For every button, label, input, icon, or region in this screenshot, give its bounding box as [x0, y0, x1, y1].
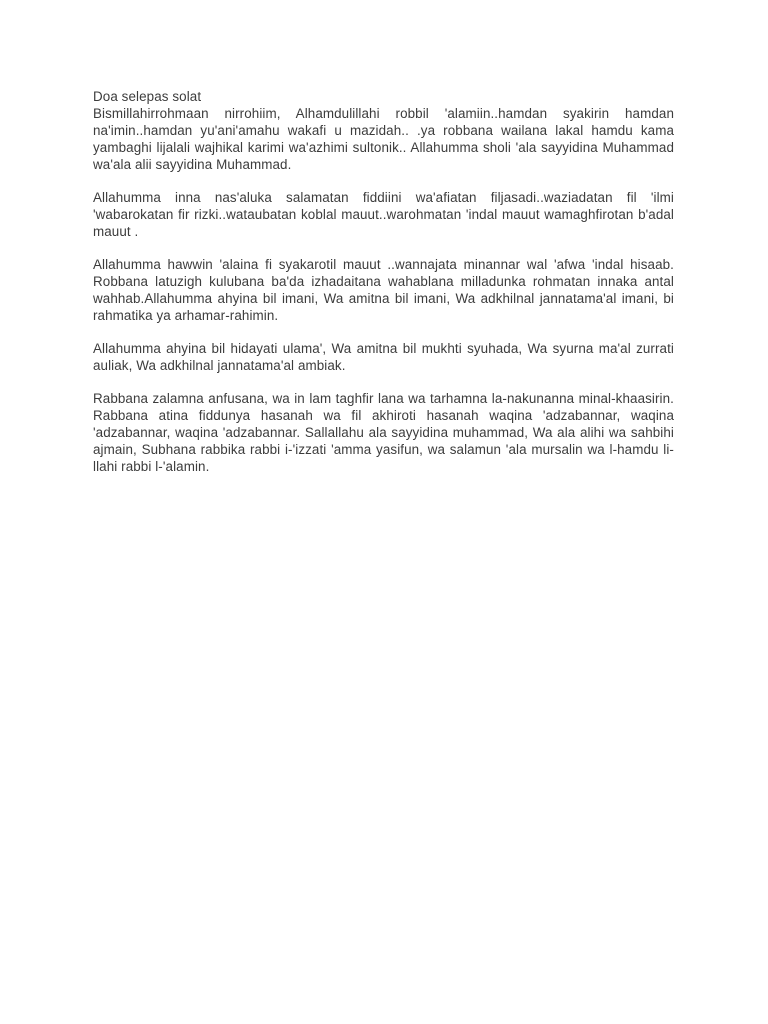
paragraph-salamatan: Allahumma inna nas'aluka salamatan fiddiini wa'afiatan filjasadi..waziadatan fil 'ilmi 'wabarokatan fir rizki..wataubatan koblal mauut..warohmatan 'indal mauut wamaghfirotan b'adal mauut . — [93, 190, 674, 239]
document-title: Doa selepas solat — [93, 89, 202, 104]
paragraph-opening: Bismillahirrohmaan nirrohiim, Alhamdulillahi robbil 'alamiin..hamdan syakirin hamdan na'imin..hamdan yu'ani'amahu wakafi u mazidah.. .ya robbana wailana lakal hamdu kama yambaghi lijalali wajhikal karimi wa'azhimi sultonik.. Allahumma sholi 'ala sayyidina Muhammad wa'ala alii sayyidina Muhammad. — [93, 106, 674, 172]
document-body — [93, 88, 674, 491]
paragraph-rabbana: Rabbana zalamna anfusana, wa in lam taghfir lana wa tarhamna la-nakunanna minal-khaasirin. Rabbana atina fiddunya hasanah wa fil akhiroti hasanah waqina 'adzabannar, waqina 'adzabannar, waqina 'adzabannar. Sallallahu ala sayyidina muhammad, Wa ala alihi wa sahbihi ajmain, Subhana rabbika rabbi i-'izzati 'amma yasifun, wa salamun 'ala mursalin wa l-hamdu li-llahi rabbi l-'alamin. — [93, 391, 674, 474]
paragraph-hidayati: Allahumma ahyina bil hidayati ulama', Wa amitna bil mukhti syuhada, Wa syurna ma'al zurrati auliak, Wa adkhilnal jannatama'al ambiak. — [93, 341, 674, 373]
paragraph-hawwin: Allahumma hawwin 'alaina fi syakarotil mauut ..wannajata minannar wal 'afwa 'indal hisaab. Robbana latuzigh kulubana ba'da izhadaitana wahablana milladunka rohmatan innaka antal wahhab.Allahumma ahyina bil imani, Wa amitna bil imani, Wa adkhilnal jannatama'al imani, bi rahmatika ya arhamar-rahimin. — [93, 257, 674, 323]
